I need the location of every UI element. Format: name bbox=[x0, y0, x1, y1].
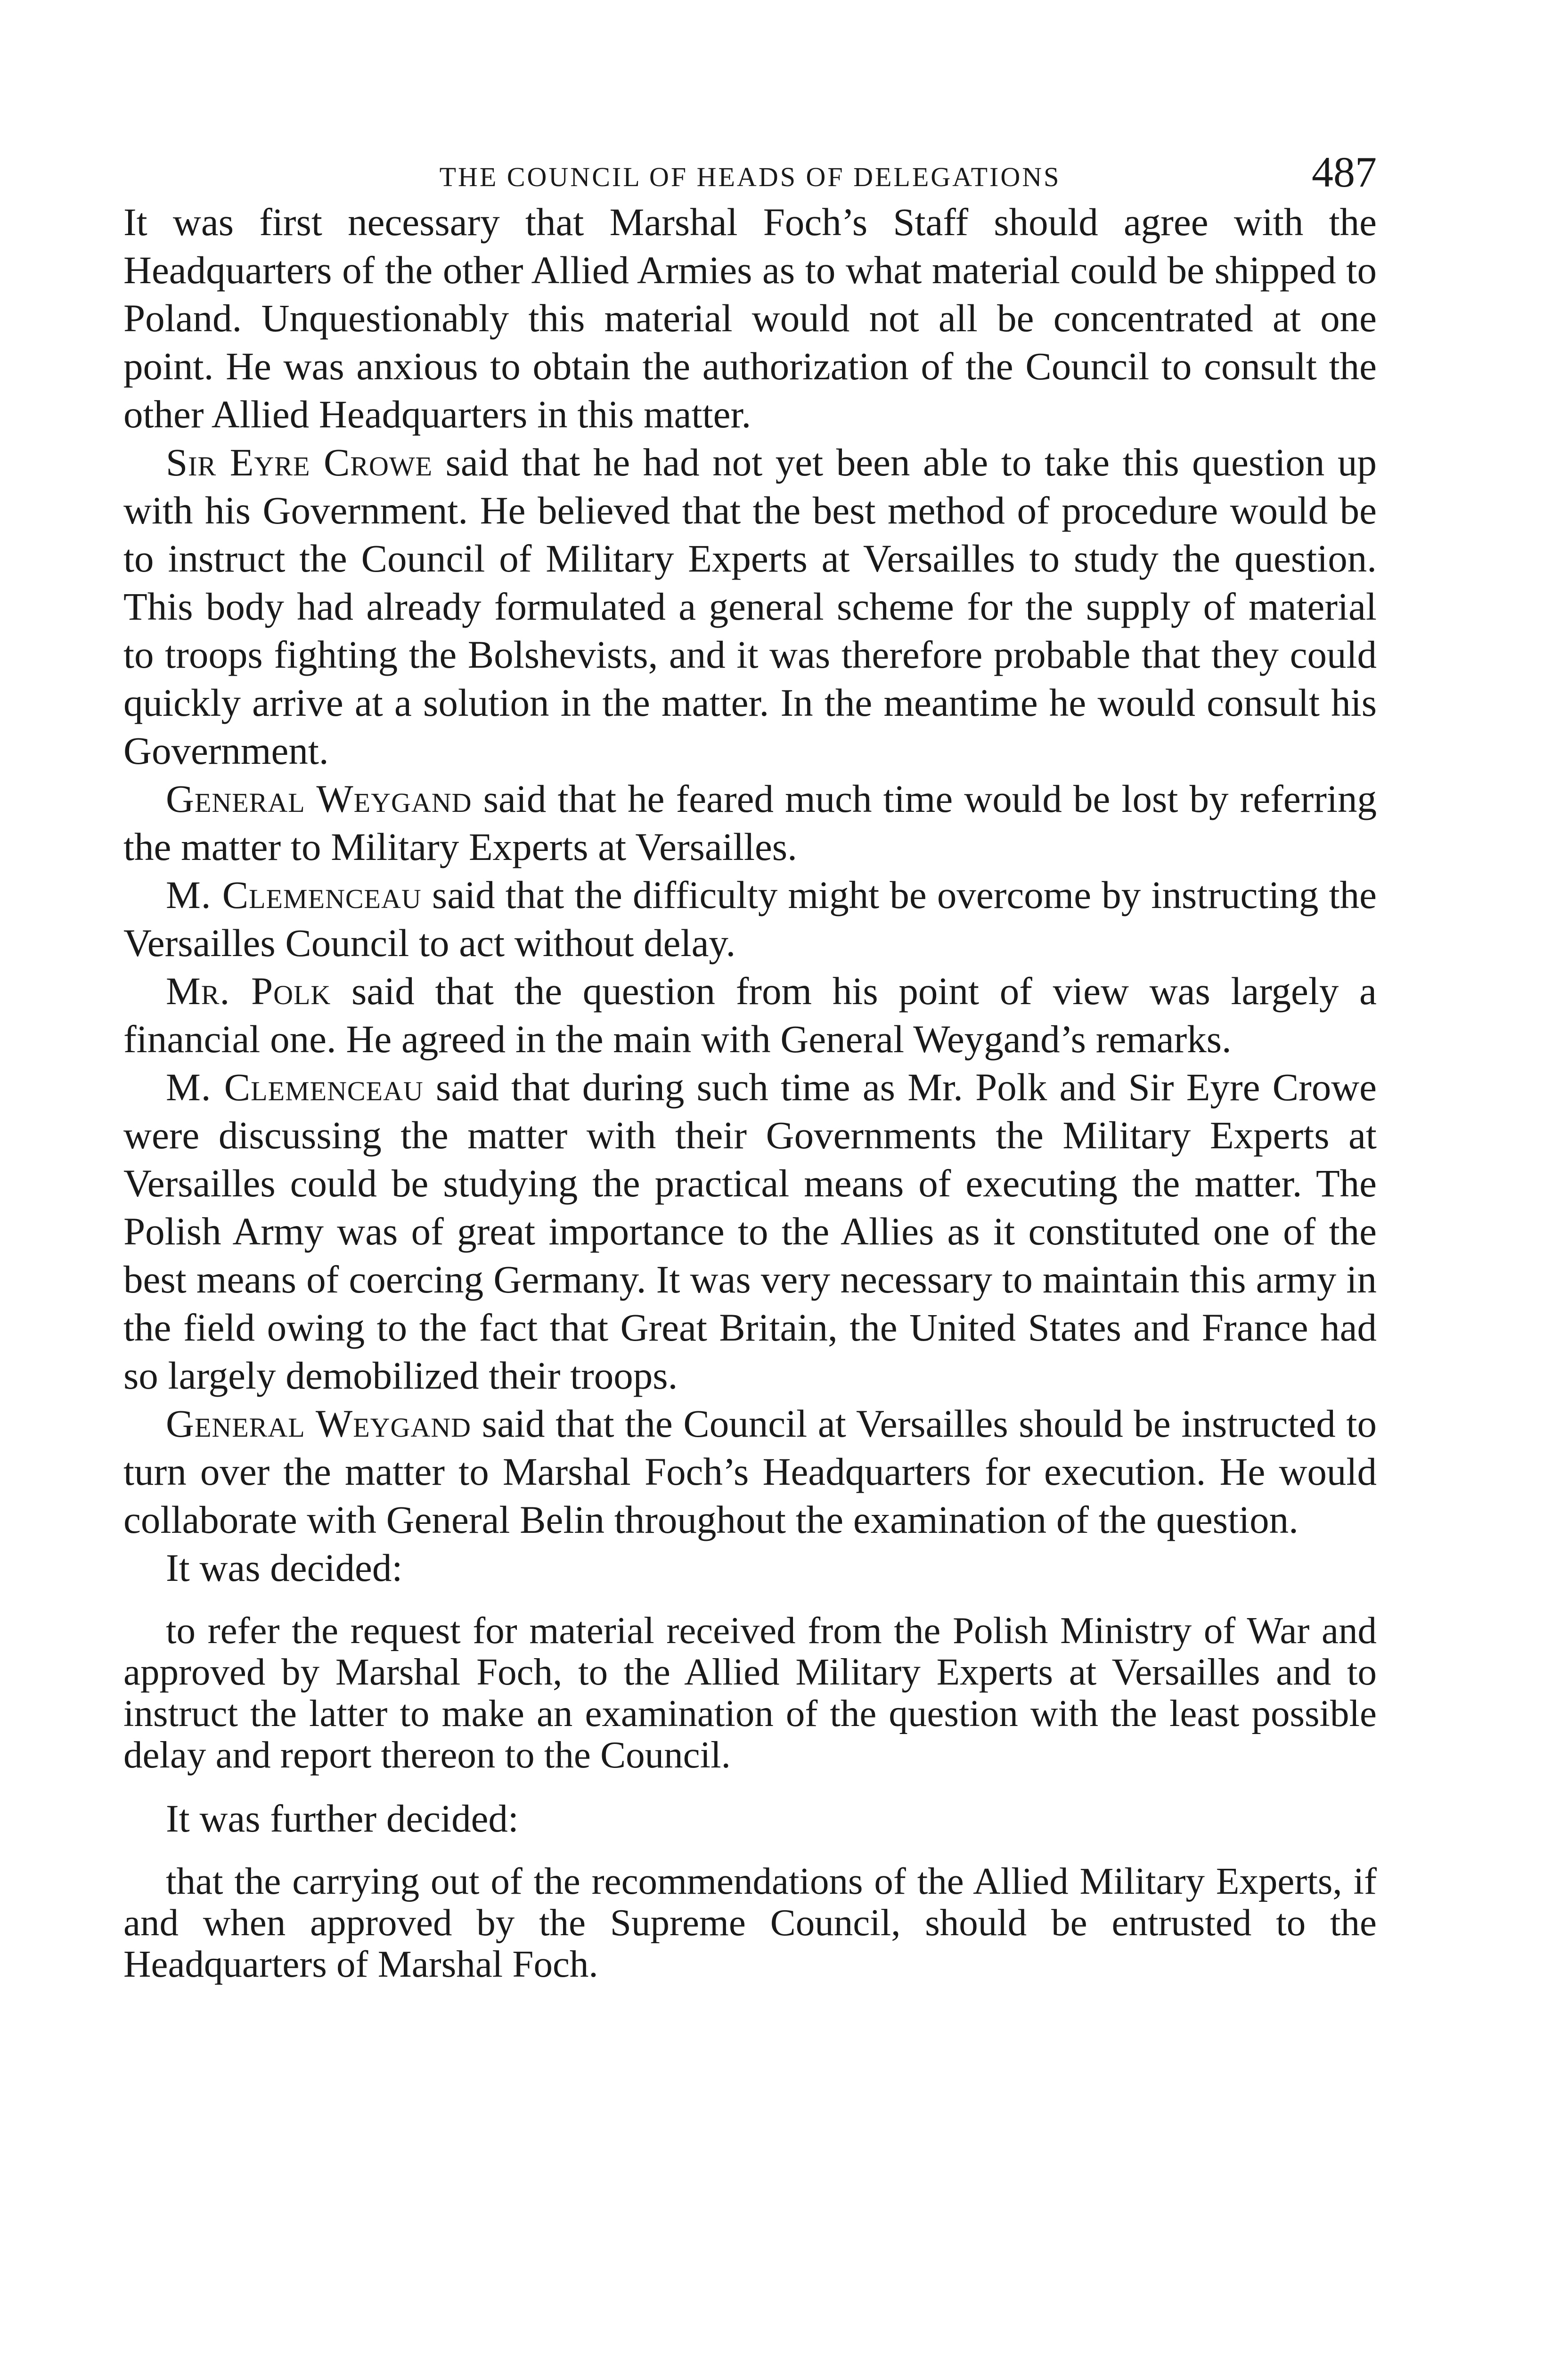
paragraph-text: said that the question from his point of view was largely a financial one. He agreed in the main with General Weygand’s remarks. bbox=[123, 969, 1377, 1061]
decision-resolution: to refer the request for material received from the Polish Ministry of War and approved by Marshal Foch, to the Allied Military Experts at Versailles and to instruct the latter to make an examination of the question with the least possible delay and report thereon to the Council. bbox=[123, 1609, 1377, 1776]
speaker-name: General Weygand bbox=[166, 1402, 472, 1445]
decision-intro: It was decided: bbox=[166, 1546, 403, 1589]
paragraph-general-weygand-2 bbox=[123, 1399, 1377, 1544]
speaker-name: M. Clemenceau bbox=[166, 873, 422, 916]
paragraph-text: It was first necessary that Marshal Foch’s Staff should agree with the Headquarters of the other Allied Armies as to what material could be shipped to Poland. Unquestionably this material would not all be concentrated at one point. He was anxious to obtain the authorization of the Council to consult the other Allied Headquarters in this matter. bbox=[123, 200, 1377, 436]
speaker-name: Mr. Polk bbox=[166, 969, 331, 1013]
speaker-name: M. Clemenceau bbox=[166, 1065, 424, 1109]
speaker-name: General Weygand bbox=[166, 777, 472, 820]
paragraph-text: said that the difficulty might be overcome by instructing the Versailles Council to act without delay. bbox=[123, 873, 1377, 965]
running-title: THE COUNCIL OF HEADS OF DELEGATIONS bbox=[439, 162, 1061, 192]
paragraph-m-clemenceau bbox=[123, 871, 1377, 967]
further-decision-resolution: that the carrying out of the recommendations of the Allied Military Experts, if and when approved by the Supreme Council, should be entrusted to the Headquarters of Marshal Foch. bbox=[123, 1860, 1377, 1985]
document-page bbox=[123, 141, 1377, 2004]
speaker-name: Sir Eyre Crowe bbox=[166, 441, 433, 484]
paragraph-sir-eyre-crowe bbox=[123, 438, 1377, 775]
paragraph-m-clemenceau-2 bbox=[123, 1063, 1377, 1399]
paragraph-text: said that during such time as Mr. Polk and Sir Eyre Crowe were discussing the matter with their Governments the Military Experts at Versailles could be studying the practical means of executing the matter. The Polish Army was of great importance to the Allies as it constituted one of the best means of coercing Germany. It was very necessary to maintain this army in the field owing to the fact that Great Britain, the United States and France had so largely demobilized their troops. bbox=[123, 1065, 1377, 1397]
paragraph-general-weygand bbox=[123, 775, 1377, 871]
paragraph-mr-polk bbox=[123, 967, 1377, 1063]
page-number: 487 bbox=[1312, 148, 1377, 196]
running-header bbox=[123, 141, 1377, 198]
paragraph-text: said that he feared much time would be lost by referring the matter to Military Experts at Versailles. bbox=[123, 777, 1377, 868]
paragraph-text: said that the Council at Versailles should be instructed to turn over the matter to Marshal Foch’s Headquarters for execution. He would collaborate with General Belin throughout the examination of the question. bbox=[123, 1402, 1377, 1541]
paragraph-text: said that he had not yet been able to take this question up with his Government. He believed that the best method of procedure would be to instruct the Council of Military Experts at Versailles to study the question. This body had already formulated a general scheme for the supply of material to troops fighting the Bolshevists, and it was therefore probable that they could quickly arrive at a solution in the matter. In the meantime he would consult his Government. bbox=[123, 441, 1377, 772]
further-decision-intro: It was further decided: bbox=[166, 1797, 519, 1840]
paragraph-continuation bbox=[123, 198, 1377, 438]
